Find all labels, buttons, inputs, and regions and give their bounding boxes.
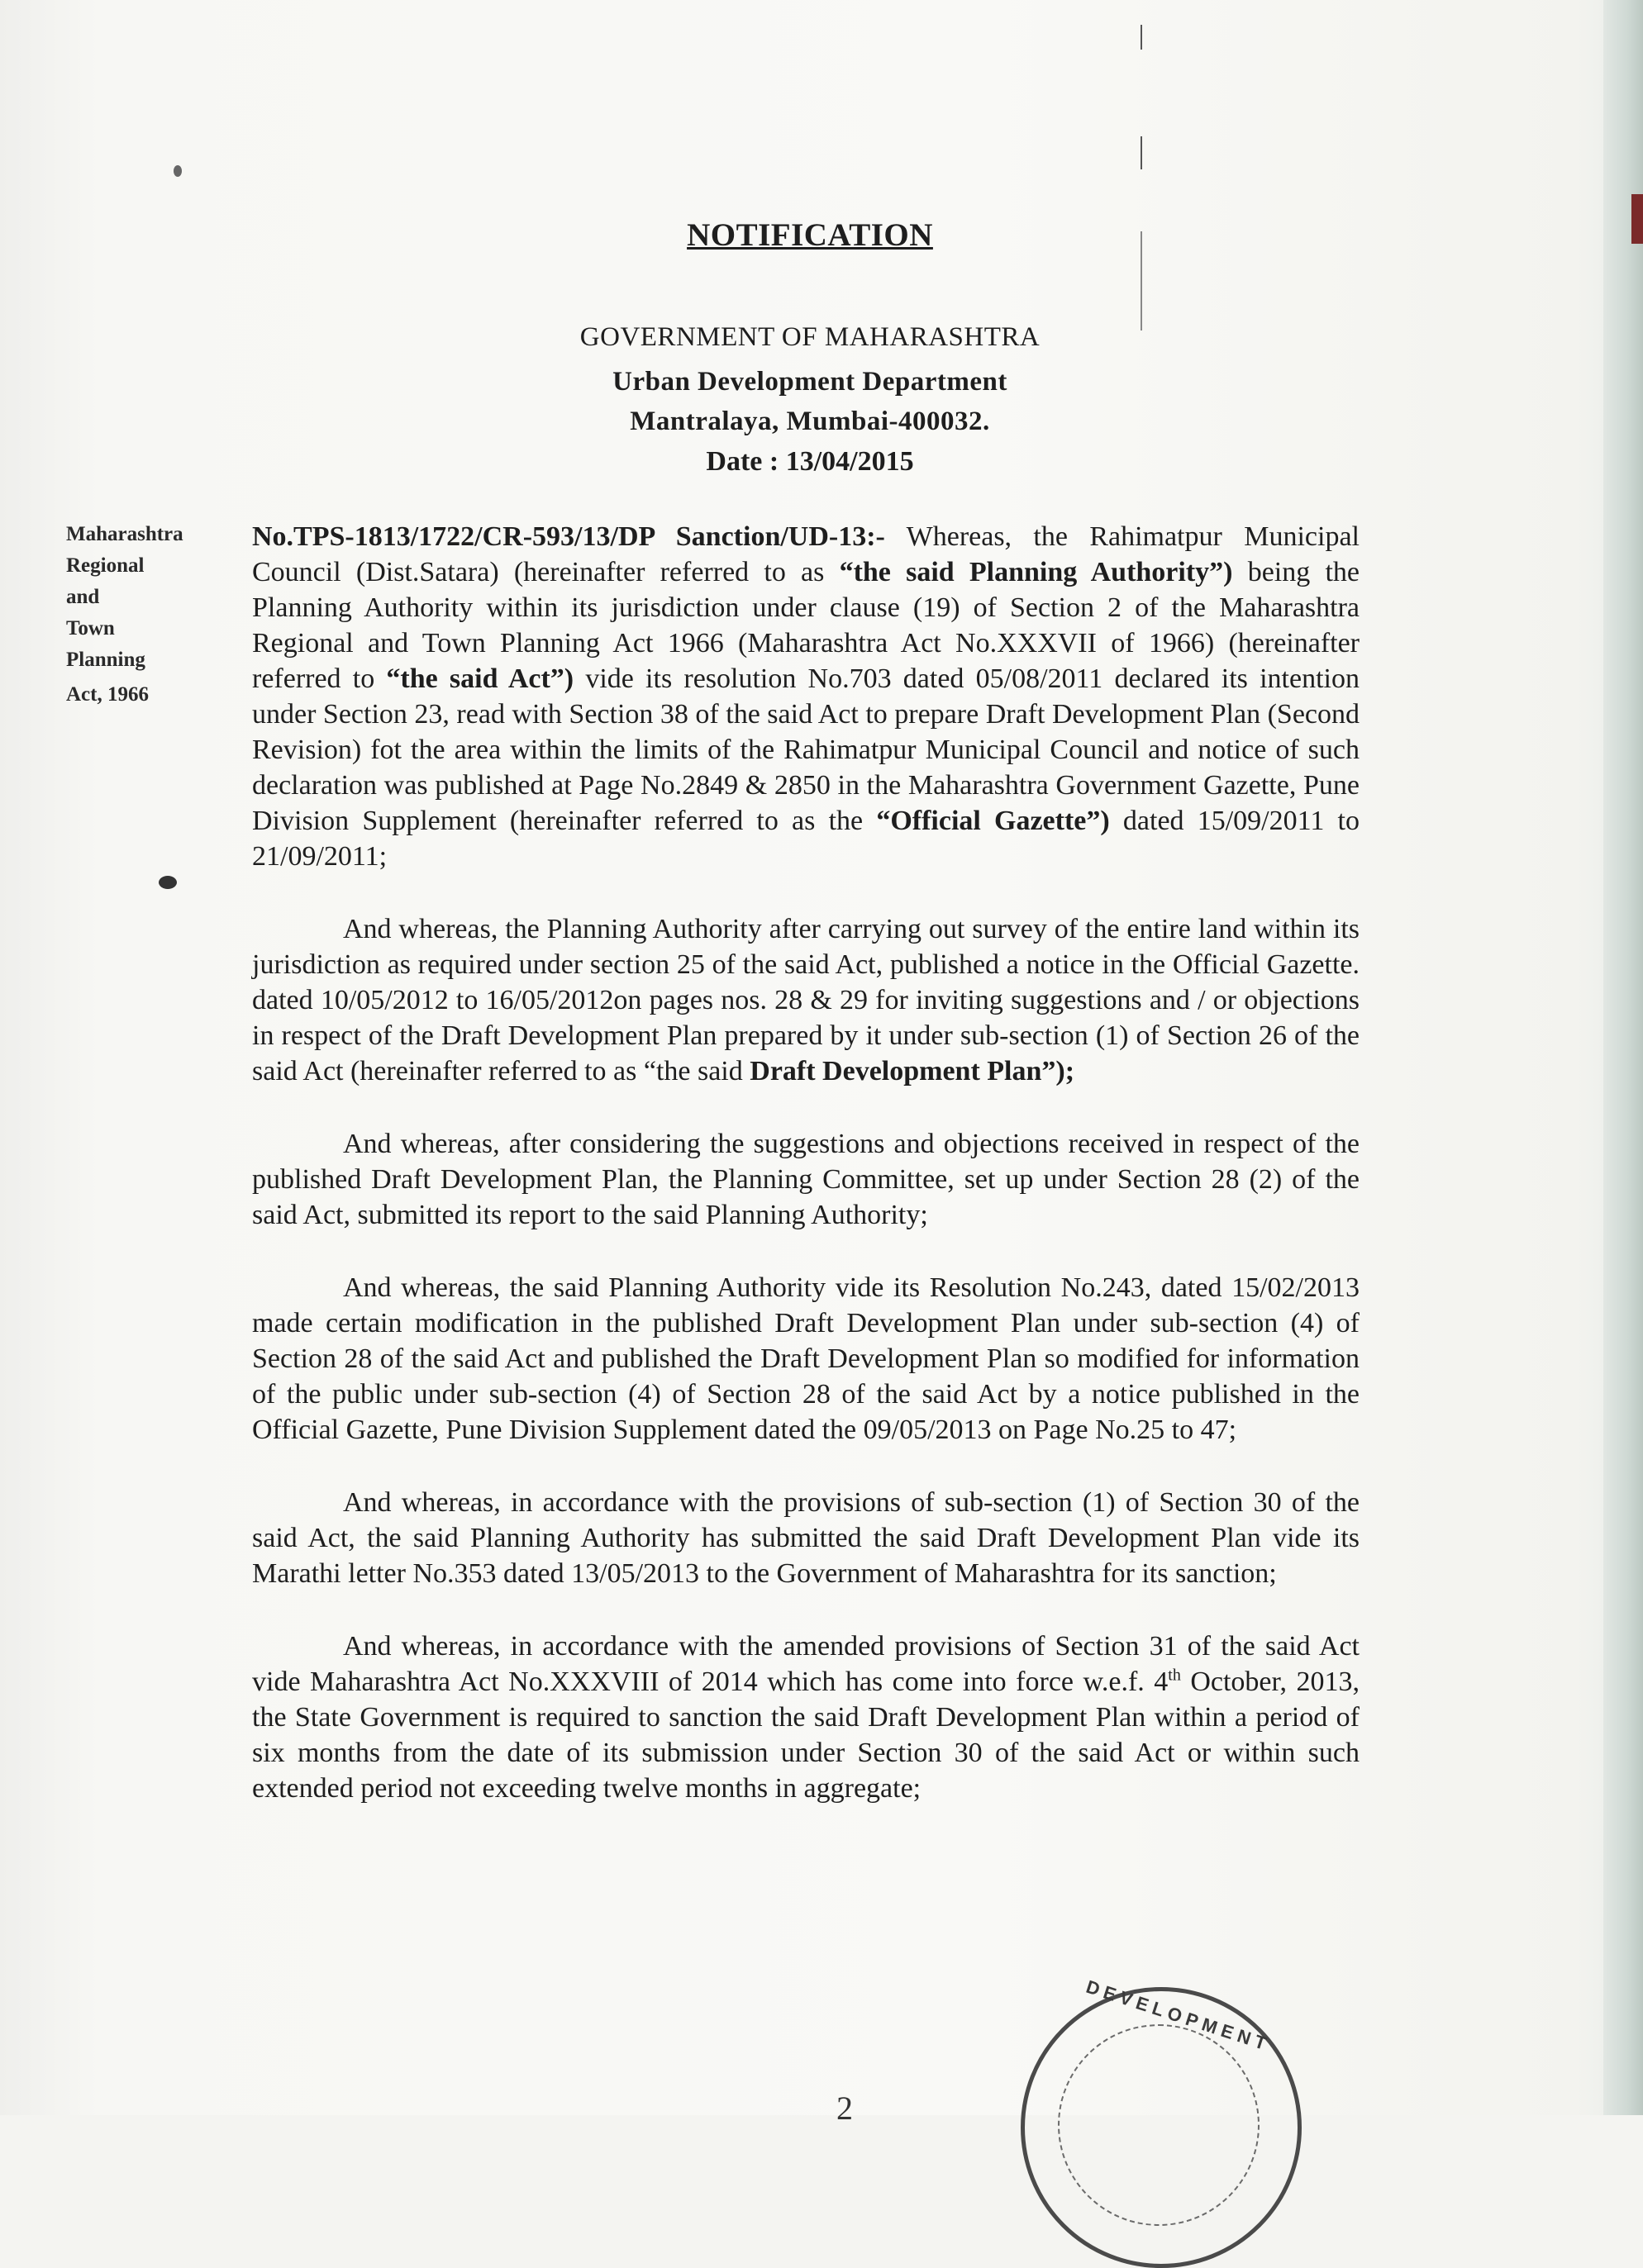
fold-line: [1141, 231, 1142, 330]
page-edge: [1603, 0, 1643, 2115]
department-address: Mantralaya, Mumbai-400032.: [630, 407, 990, 436]
paragraph-5: And whereas, in accordance with the provisions of sub-section (1) of Section 30 of the said Act, the said Planning Authority has submitted the said Draft Development Plan vide its Marathi letter No.353 dated 13/05/2013 to the Government of Maharashtra for its sanction;: [252, 1487, 1360, 1589]
defined-term: “the said Act”): [386, 663, 574, 694]
defined-term: “Official Gazette”): [876, 806, 1110, 836]
margin-note-line: and: [66, 586, 100, 608]
ink-speck: [159, 876, 177, 889]
paragraph-4: And whereas, the said Planning Authority vide its Resolution No.243, dated 15/02/2013 made certain modification in the published Draft Development Plan under sub-section (4) of Section 28 of the said Act and published the Draft Development Plan so modified for information of the public under sub-section (4) of Section 28 of the said Act by a notice published in the Official Gazette, Pune Division Supplement dated the 09/05/2013 on Page No.25 to 47;: [252, 1272, 1360, 1445]
department-name: Urban Development Department: [612, 367, 1007, 397]
margin-note-line: Planning: [66, 649, 145, 671]
paragraph-2: [252, 911, 1360, 1089]
paragraph-1: [252, 519, 1360, 874]
seal-inner-ring: [1058, 2024, 1260, 2226]
margin-note-line: Maharashtra: [66, 523, 183, 545]
paragraph-text: October, 2013, the State Government is required to sanction the said Draft Development Plan within a period of six months from the date of its submission under Section 30 of the said Act or within such extended period not exceeding twelve months in aggregate;: [252, 1667, 1360, 1804]
defined-term: Draft Development Plan”);: [750, 1056, 1075, 1086]
ink-speck: [174, 165, 182, 177]
government-name: GOVERNMENT OF MAHARASHTRA: [579, 322, 1041, 352]
notification-date: Date : 13/04/2015: [706, 446, 914, 477]
paragraph-text: And whereas, the Planning Authority after carrying out survey of the entire land within its jurisdiction as required under section 25 of the said Act, published a notice in the Official Gazette. dated 10/05/2012 to 16/05/2012on pages nos. 28 & 29 for inviting suggestions and / or objections in respect of the Draft Development Plan prepared by it under sub-section (1) of Section 26 of the said Act (hereinafter referred to as “the said: [252, 914, 1360, 1086]
fold-line: [1141, 136, 1142, 169]
page-number: 2: [836, 2090, 853, 2127]
margin-note-line: Town: [66, 617, 115, 640]
paragraph-text: dated 15/09/2011 to 21/09/2011;: [252, 806, 1360, 872]
paragraph-text: Whereas, the Rahimatpur Municipal Council (Dist.Satara) (hereinafter referred to as: [252, 521, 1360, 587]
paragraph-text: vide its resolution No.703 dated 05/08/2011 declared its intention under Section 23, read with Section 38 of the said Act to prepare Draft Development Plan (Second Revision) fot the area within the limits of the Rahimatpur Municipal Council and notice of such declaration was published at Page No.2849 & 2850 in the Maharashtra Government Gazette, Pune Division Supplement (hereinafter referred to as the: [252, 663, 1360, 836]
paragraph-6: [252, 1628, 1360, 1806]
notification-body: [252, 519, 1360, 1843]
official-seal: [1021, 1976, 1302, 2268]
ordinal-suffix: th: [1168, 1666, 1181, 1685]
margin-note-line: Act, 1966: [66, 683, 149, 706]
margin-note-line: Regional: [66, 554, 145, 577]
defined-term: “the said Planning Authority”): [839, 557, 1233, 587]
paragraph-text: being the Planning Authority within its jurisdiction under clause (19) of Section 2 of the Maharashtra Regional and Town Planning Act 1966 (Maharashtra Act No.XXXVII of 1966) (hereinafter referred to: [252, 557, 1360, 694]
notification-title: NOTIFICATION: [687, 217, 933, 253]
fold-line: [1141, 25, 1142, 50]
edge-mark: [1631, 194, 1643, 244]
paragraph-text: And whereas, in accordance with the amended provisions of Section 31 of the said Act vide Maharashtra Act No.XXXVIII of 2014 which has come into force w.e.f. 4: [252, 1631, 1360, 1697]
reference-number: No.TPS-1813/1722/CR-593/13/DP Sanction/UD-13:-: [252, 521, 885, 552]
paragraph-3: And whereas, after considering the suggestions and objections received in respect of the published Draft Development Plan, the Planning Committee, set up under Section 28 (2) of the said Act, submitted its report to the said Planning Authority;: [252, 1129, 1360, 1230]
margin-note: [66, 519, 231, 711]
seal-text: DEVELOPMENT: [1083, 1976, 1274, 2056]
